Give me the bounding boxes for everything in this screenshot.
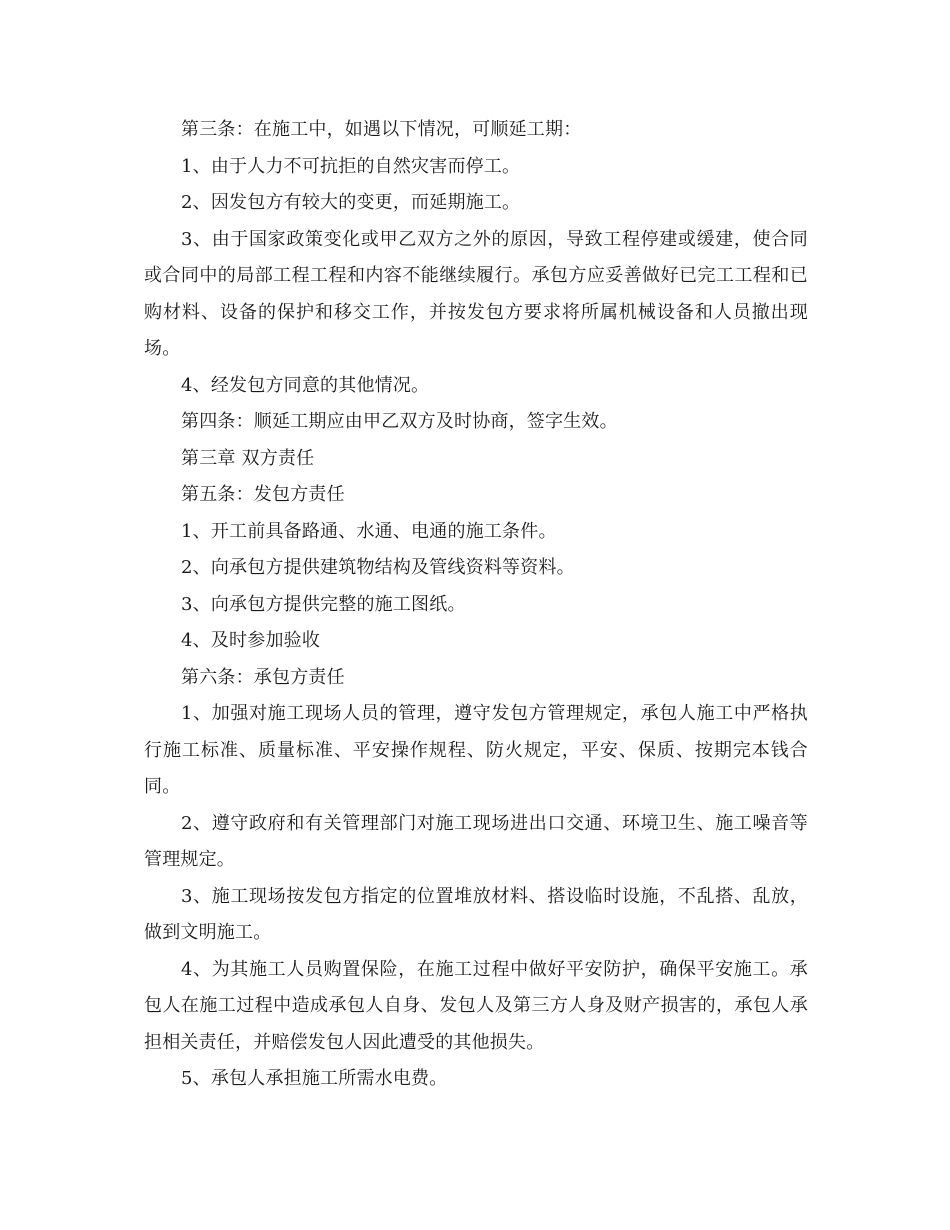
clause-5-item-4: 4、及时参加验收 <box>181 630 321 651</box>
clause-5-item-3: 3、向承包方提供完整的施工图纸。 <box>181 593 466 615</box>
document-body <box>144 112 808 1098</box>
clause-6-item-4: 4、为其施工人员购置保险，在施工过程中做好平安防护，确保平安施工。承包人在施工过程中造成承包人自身、发包人及第三方人身及财产损害的，承包人承担相关责任，并赔偿发包人因此遭受的其他损失。 <box>144 958 808 1053</box>
clause-3-item-2: 2、因发包方有较大的变更，而延期施工。 <box>181 192 521 213</box>
clause-6-item-2: 2、遵守政府和有关管理部门对施工现场进出口交通、环境卫生、施工噪音等管理规定。 <box>144 812 808 870</box>
clause-5-item-1: 1、开工前具备路通、水通、电通的施工条件。 <box>181 520 557 542</box>
clause-6-item-1: 1、加强对施工现场人员的管理，遵守发包方管理规定，承包人施工中严格执行施工标准、质量标准、平安操作规程、防火规定，平安、保质、按期完本钱合同。 <box>144 703 808 797</box>
clause-5-heading: 第五条：发包方责任 <box>181 484 345 505</box>
clause-5-item-2: 2、向承包方提供建筑物结构及管线资料等资料。 <box>181 557 575 578</box>
chapter-3-title: 第三章 双方责任 <box>181 447 315 469</box>
clause-3-item-3: 3、由于国家政策变化或甲乙双方之外的原因，导致工程停建或缓建，使合同或合同中的局部工程工程和内容不能继续履行。承包方应妥善做好已完工工程和已购材料、设备的保护和移交工作，并按发包方要求将所属机械设备和人员撤出现场。 <box>144 228 808 359</box>
clause-4: 第四条：顺延工期应由甲乙双方及时协商，签字生效。 <box>181 411 618 432</box>
clause-6-heading: 第六条：承包方责任 <box>181 666 345 688</box>
clause-6-item-3: 3、施工现场按发包方指定的位置堆放材料、搭设临时设施，不乱搭、乱放，做到文明施工。 <box>144 885 808 943</box>
clause-3-item-1: 1、由于人力不可抗拒的自然灾害而停工。 <box>181 155 521 177</box>
clause-6-item-5: 5、承包人承担施工所需水电费。 <box>181 1068 448 1089</box>
clause-3-heading: 第三条：在施工中，如遇以下情况，可顺延工期： <box>181 119 582 140</box>
clause-3-item-4: 4、经发包方同意的其他情况。 <box>181 374 430 396</box>
